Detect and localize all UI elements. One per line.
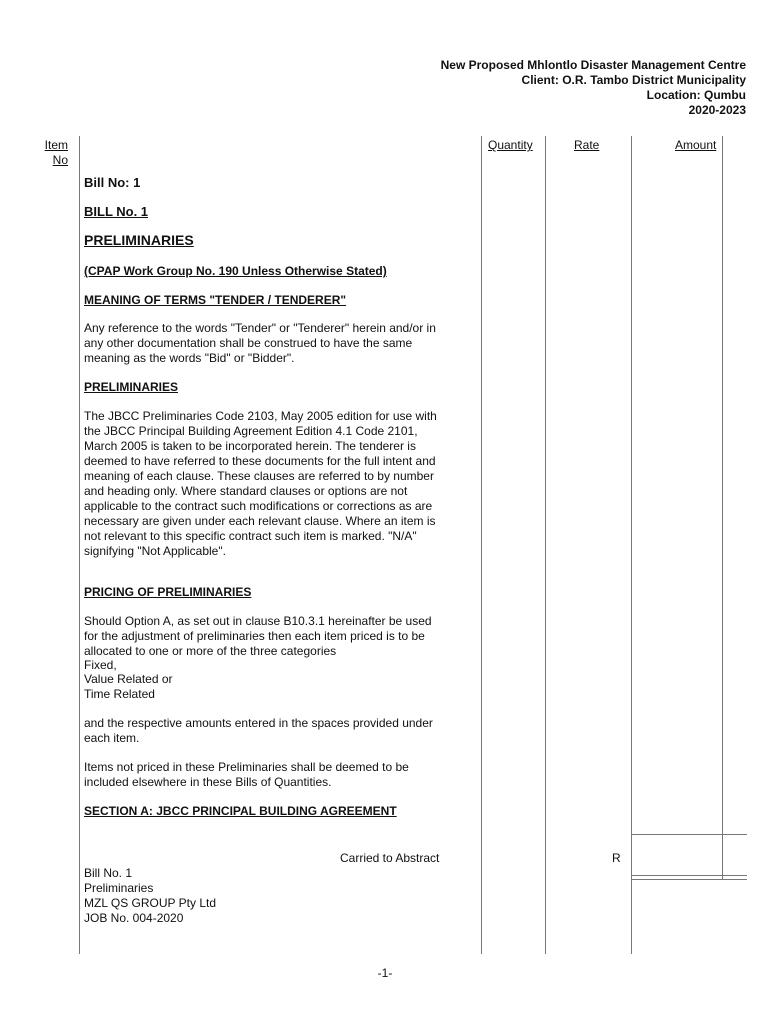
category-fixed: Fixed, — [84, 658, 117, 672]
preliminaries-body: The JBCC Preliminaries Code 2103, May 2005 edition for use with the JBCC Principal Building Agreement Edition 4.1 Code 2101, March 2005 is taken to be incorporated herein. The tenderer is deemed to have referred to these documents for the full intent and meaning of each clause. These clauses are referred to by number and heading only. Where standard clauses or options are not applicable to the contract such modifications or corrections as are necessary are given under each relevant clause. Where an item is not relevant to this specific contract such item is marked. "N/A" signifying "Not Applicable". — [84, 409, 437, 558]
client-line: Client: O.R. Tambo District Municipality — [521, 73, 746, 87]
column-rule-rate — [631, 136, 632, 954]
footer-bill: Bill No. 1 — [84, 866, 133, 880]
project-title: New Proposed Mhlontlo Disaster Management Centre — [440, 58, 746, 72]
section-a-heading: SECTION A: JBCC PRINCIPAL BUILDING AGREEMENT — [84, 804, 397, 818]
bill-number-heading: BILL No. 1 — [84, 204, 149, 219]
meaning-body: Any reference to the words "Tender" or "Tenderer" herein and/or in any other documentation shall be construed to have the same meaning as the words "Bid" or "Bidder". — [84, 321, 436, 365]
category-value: Value Related or — [84, 672, 173, 686]
total-rule-double-1 — [631, 875, 747, 876]
not-priced-note: Items not priced in these Preliminaries shall be deemed to be included elsewhere in these Bills of Quantities. — [84, 760, 409, 789]
column-rule-quantity — [545, 136, 546, 954]
document-header — [441, 58, 746, 118]
column-no-label: No — [52, 153, 68, 167]
total-rule-top — [631, 834, 747, 835]
footer-job: JOB No. 004-2020 — [84, 911, 184, 925]
column-item-label: Item — [44, 138, 68, 152]
column-rule-item — [79, 136, 80, 954]
preliminaries-title: PRELIMINARIES — [84, 232, 194, 248]
location-line: Location: Qumbu — [646, 88, 746, 102]
footer-info — [84, 866, 216, 926]
preliminaries-heading: PRELIMINARIES — [84, 380, 179, 394]
pricing-body: Should Option A, as set out in clause B10.3.1 hereinafter be used for the adjustment of preliminaries then each item priced is to be allocated to one or more of the three categories — [84, 614, 432, 658]
meaning-heading: MEANING OF TERMS "TENDER / TENDERER" — [84, 293, 347, 307]
category-time: Time Related — [84, 687, 155, 701]
pricing-heading: PRICING OF PRELIMINARIES — [84, 585, 252, 599]
cpap-note: (CPAP Work Group No. 190 Unless Otherwise Stated) — [84, 264, 387, 278]
bill-number: Bill No: 1 — [84, 175, 141, 190]
column-rule-amount — [722, 136, 723, 880]
column-amount: Amount — [675, 138, 717, 152]
column-rule-description — [481, 136, 482, 954]
period-line: 2020-2023 — [688, 103, 746, 117]
footer-company: MZL QS GROUP Pty Ltd — [84, 896, 217, 910]
total-rule-double-2 — [631, 879, 747, 880]
column-quantity: Quantity — [488, 138, 533, 152]
respective-amounts: and the respective amounts entered in the spaces provided under each item. — [84, 716, 433, 745]
page-number: -1- — [377, 966, 393, 980]
column-rate: Rate — [574, 138, 600, 152]
carried-to-abstract: Carried to Abstract — [340, 851, 440, 865]
footer-preliminaries: Preliminaries — [84, 881, 154, 895]
currency-r: R — [612, 851, 621, 865]
column-item-no — [44, 138, 68, 168]
